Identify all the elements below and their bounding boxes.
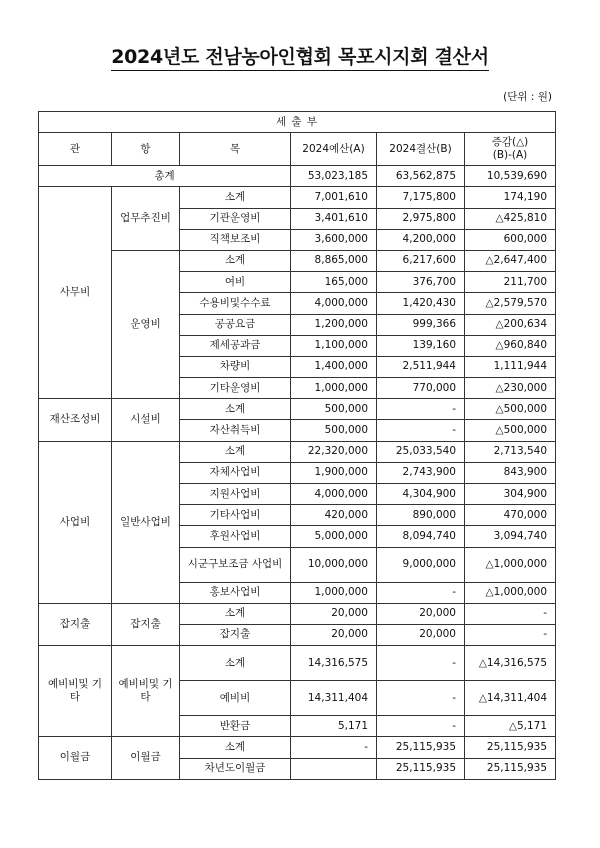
document-title-text: 2024년도 전남농아인협회 목포시지회 결산서 xyxy=(111,46,489,71)
mok-cell: 직책보조비 xyxy=(180,229,291,250)
header-gwan: 관 xyxy=(39,133,112,166)
unit-label: (단위 : 원) xyxy=(503,91,552,103)
table-row xyxy=(39,250,556,271)
hang-cell: 이월금 xyxy=(112,737,180,779)
header-diff-line2: (B)-(A) xyxy=(492,149,528,162)
budget-cell: 4,000,000 xyxy=(291,293,377,314)
budget-cell: 1,000,000 xyxy=(291,582,377,603)
total-budget: 53,023,185 xyxy=(291,166,377,187)
diff-cell: △1,000,000 xyxy=(465,547,556,582)
diff-cell: - xyxy=(465,603,556,624)
hang-cell: 업무추진비 xyxy=(112,187,180,251)
mok-cell: 차량비 xyxy=(180,356,291,377)
settle-cell: 890,000 xyxy=(377,505,465,526)
gwan-cell: 잡지출 xyxy=(39,603,112,645)
mok-cell: 차년도이월금 xyxy=(180,758,291,779)
diff-cell: △2,579,570 xyxy=(465,293,556,314)
budget-cell: 420,000 xyxy=(291,505,377,526)
diff-cell: △14,316,575 xyxy=(465,646,556,681)
mok-cell: 시군구보조금 사업비 xyxy=(180,547,291,582)
mok-cell: 공공요금 xyxy=(180,314,291,335)
budget-cell: 10,000,000 xyxy=(291,547,377,582)
diff-cell: △200,634 xyxy=(465,314,556,335)
budget-cell: 1,400,000 xyxy=(291,356,377,377)
budget-cell: 1,100,000 xyxy=(291,335,377,356)
hang-cell: 시설비 xyxy=(112,399,180,441)
mok-cell: 소계 xyxy=(180,737,291,758)
diff-cell: 25,115,935 xyxy=(465,758,556,779)
diff-cell: 1,111,944 xyxy=(465,356,556,377)
table-row xyxy=(39,399,556,420)
diff-cell: 470,000 xyxy=(465,505,556,526)
mok-cell: 잡지출 xyxy=(180,624,291,645)
hang-cell: 잡지출 xyxy=(112,603,180,645)
diff-cell: 25,115,935 xyxy=(465,737,556,758)
settle-cell: 2,975,800 xyxy=(377,208,465,229)
budget-cell: 20,000 xyxy=(291,624,377,645)
budget-cell: 5,000,000 xyxy=(291,526,377,547)
settle-cell: 7,175,800 xyxy=(377,187,465,208)
gwan-cell: 예비비및 기타 xyxy=(39,646,112,737)
table-row xyxy=(39,603,556,624)
settle-cell: 1,420,430 xyxy=(377,293,465,314)
diff-cell: △500,000 xyxy=(465,399,556,420)
table-row xyxy=(39,737,556,758)
budget-cell: 14,311,404 xyxy=(291,681,377,716)
gwan-cell: 재산조성비 xyxy=(39,399,112,441)
budget-cell: 1,000,000 xyxy=(291,378,377,399)
budget-cell: 500,000 xyxy=(291,420,377,441)
diff-cell: 600,000 xyxy=(465,229,556,250)
mok-cell: 여비 xyxy=(180,272,291,293)
budget-cell: 7,001,610 xyxy=(291,187,377,208)
header-settle: 2024결산(B) xyxy=(377,133,465,166)
mok-cell: 수용비및수수료 xyxy=(180,293,291,314)
settle-cell: 2,511,944 xyxy=(377,356,465,377)
mok-cell: 소계 xyxy=(180,441,291,462)
settle-cell: - xyxy=(377,582,465,603)
total-diff: 10,539,690 xyxy=(465,166,556,187)
settle-cell: 25,115,935 xyxy=(377,758,465,779)
mok-cell: 지원사업비 xyxy=(180,484,291,505)
header-diff xyxy=(465,133,556,166)
diff-cell: 2,713,540 xyxy=(465,441,556,462)
diff-cell: 174,190 xyxy=(465,187,556,208)
diff-cell: - xyxy=(465,624,556,645)
total-settle: 63,562,875 xyxy=(377,166,465,187)
mok-cell: 제세공과금 xyxy=(180,335,291,356)
settle-cell: 4,304,900 xyxy=(377,484,465,505)
mok-cell: 소계 xyxy=(180,187,291,208)
mok-cell: 기관운영비 xyxy=(180,208,291,229)
table-row xyxy=(39,187,556,208)
diff-cell: 3,094,740 xyxy=(465,526,556,547)
mok-cell: 기타사업비 xyxy=(180,505,291,526)
budget-cell: 3,401,610 xyxy=(291,208,377,229)
budget-cell: 5,171 xyxy=(291,716,377,737)
mok-cell: 소계 xyxy=(180,399,291,420)
settle-cell: 2,743,900 xyxy=(377,462,465,483)
diff-cell: △500,000 xyxy=(465,420,556,441)
mok-cell: 후원사업비 xyxy=(180,526,291,547)
header-diff-line1: 증감(△) xyxy=(491,136,529,149)
budget-cell xyxy=(291,758,377,779)
header-budget: 2024예산(A) xyxy=(291,133,377,166)
settle-cell: 9,000,000 xyxy=(377,547,465,582)
gwan-cell: 사업비 xyxy=(39,441,112,603)
settle-cell: - xyxy=(377,681,465,716)
diff-cell: △230,000 xyxy=(465,378,556,399)
settle-cell: - xyxy=(377,646,465,681)
settle-cell: - xyxy=(377,716,465,737)
settlement-table xyxy=(38,111,556,780)
diff-cell: △5,171 xyxy=(465,716,556,737)
table-row xyxy=(39,441,556,462)
mok-cell: 예비비 xyxy=(180,681,291,716)
settle-cell: 770,000 xyxy=(377,378,465,399)
budget-cell: 14,316,575 xyxy=(291,646,377,681)
budget-cell: 1,200,000 xyxy=(291,314,377,335)
mok-cell: 소계 xyxy=(180,646,291,681)
settle-cell: - xyxy=(377,420,465,441)
header-hang: 항 xyxy=(112,133,180,166)
mok-cell: 자산취득비 xyxy=(180,420,291,441)
gwan-cell: 이월금 xyxy=(39,737,112,779)
budget-cell: 4,000,000 xyxy=(291,484,377,505)
mok-cell: 홍보사업비 xyxy=(180,582,291,603)
mok-cell: 소계 xyxy=(180,250,291,271)
header-mok: 목 xyxy=(180,133,291,166)
settle-cell: 376,700 xyxy=(377,272,465,293)
hang-cell: 일반사업비 xyxy=(112,441,180,603)
diff-cell: 843,900 xyxy=(465,462,556,483)
settle-cell: 139,160 xyxy=(377,335,465,356)
budget-cell: 20,000 xyxy=(291,603,377,624)
settle-cell: 4,200,000 xyxy=(377,229,465,250)
budget-cell: 165,000 xyxy=(291,272,377,293)
budget-cell: 1,900,000 xyxy=(291,462,377,483)
mok-cell: 소계 xyxy=(180,603,291,624)
mok-cell: 자체사업비 xyxy=(180,462,291,483)
settle-cell: 8,094,740 xyxy=(377,526,465,547)
settle-cell: 6,217,600 xyxy=(377,250,465,271)
settle-cell: 20,000 xyxy=(377,624,465,645)
settle-cell: 25,115,935 xyxy=(377,737,465,758)
budget-cell: 3,600,000 xyxy=(291,229,377,250)
settle-cell: 20,000 xyxy=(377,603,465,624)
mok-cell: 기타운영비 xyxy=(180,378,291,399)
diff-cell: 304,900 xyxy=(465,484,556,505)
total-row xyxy=(39,166,556,187)
budget-cell: 22,320,000 xyxy=(291,441,377,462)
budget-cell: - xyxy=(291,737,377,758)
diff-cell: △14,311,404 xyxy=(465,681,556,716)
budget-cell: 500,000 xyxy=(291,399,377,420)
settle-cell: 999,366 xyxy=(377,314,465,335)
hang-cell: 예비비및 기타 xyxy=(112,646,180,737)
diff-cell: △960,840 xyxy=(465,335,556,356)
total-label: 총계 xyxy=(39,166,291,187)
section-label: 세 출 부 xyxy=(39,112,556,133)
header-row xyxy=(39,133,556,166)
settle-cell: - xyxy=(377,399,465,420)
diff-cell: △2,647,400 xyxy=(465,250,556,271)
settle-cell: 25,033,540 xyxy=(377,441,465,462)
section-row xyxy=(39,112,556,133)
mok-cell: 반환금 xyxy=(180,716,291,737)
hang-cell: 운영비 xyxy=(112,250,180,398)
document-title xyxy=(0,42,600,69)
diff-cell: 211,700 xyxy=(465,272,556,293)
diff-cell: △425,810 xyxy=(465,208,556,229)
budget-cell: 8,865,000 xyxy=(291,250,377,271)
gwan-cell: 사무비 xyxy=(39,187,112,399)
table-row xyxy=(39,646,556,681)
diff-cell: △1,000,000 xyxy=(465,582,556,603)
